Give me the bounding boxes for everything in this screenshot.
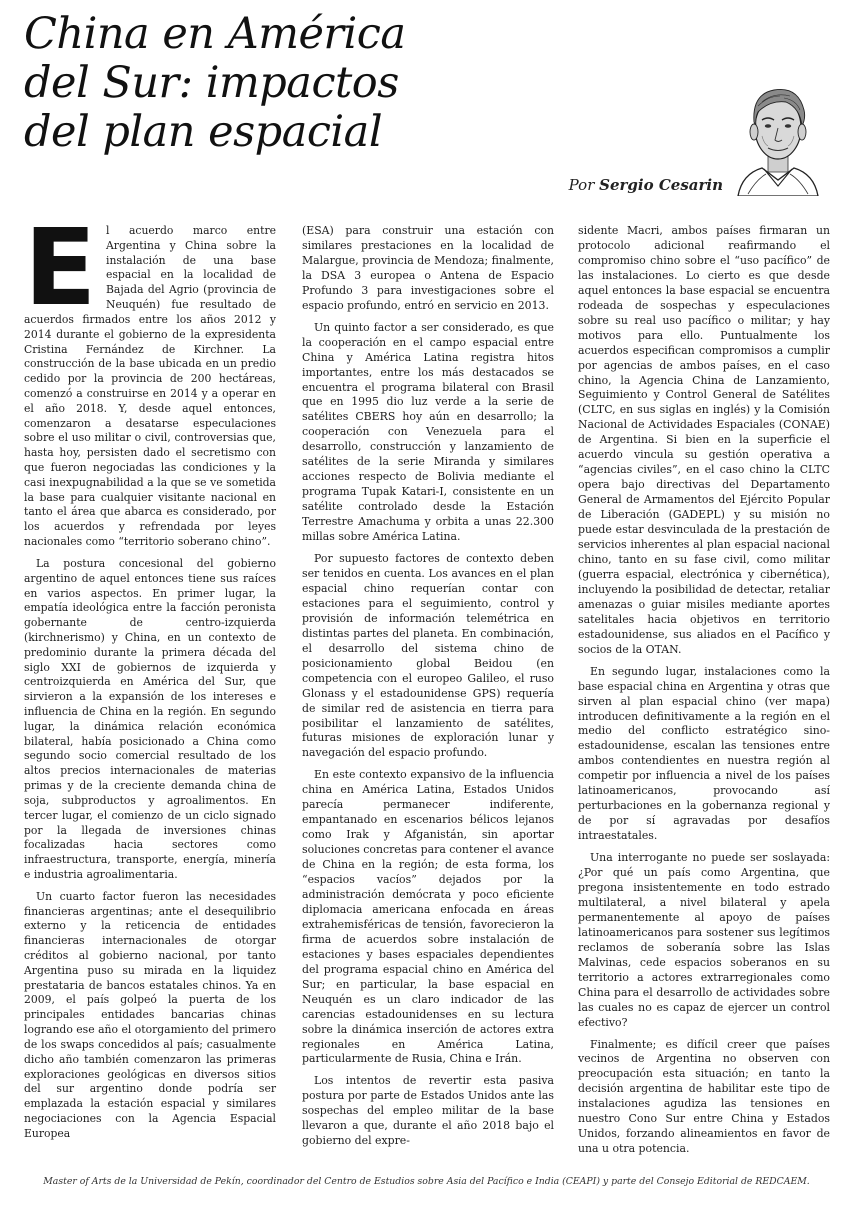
- paragraph: Una interrogante no puede ser soslayada: ¿Por qué un país como Argentina, que pregona insistentemente en todo estrado multilateral, a nivel bilateral y apela permanentemente al apoyo de países latinoamericanos para sostener sus legítimos reclamos de soberanía sobre las Islas Malvinas, cede espacios soberanos en su territorio a actores extrarregionales como China para el desarrollo de actividades sobre las cuales no es capaz de ejercer un control efectivo?: [578, 851, 830, 1029]
- title-line: China en América: [24, 9, 406, 59]
- paragraph: Por supuesto factores de contexto deben ser tenidos en cuenta. Los avances en el plan espacial chino requerían contar con estaciones para el seguimiento, control y provisión de información telemétrica en distintas partes del planeta. En combinación, el desarrollo del sistema chino de posicionamiento global Beidou (en competencia con el europeo Galileo, el ruso Glonass y el estadounidense GPS) requería de similar red de asistencia en tierra para posibilitar el lanzamiento de satélites, futuras misiones de exploración lunar y navegación del espacio profundo.: [302, 552, 554, 760]
- paragraph: [24, 224, 276, 550]
- byline-prefix: Por: [568, 176, 595, 194]
- article-column-1: [24, 224, 276, 1149]
- title-line: del Sur: impactos: [24, 58, 399, 108]
- paragraph: En segundo lugar, instalaciones como la base espacial china en Argentina y otras que sirven al plan espacial chino (ver mapa) introducen definitivamente a la región en el medio del conflicto estratégico sino-estadounidense, escalan las tensiones entre ambos contendientes en nuestra región al competir por influencia a nivel de los países latinoamericanos, provocando así perturbaciones en la gobernanza regional y de por sí agravadas por desafíos intraestatales.: [578, 664, 830, 843]
- article-column-2: [302, 224, 554, 1156]
- paragraph: (ESA) para construir una estación con similares prestaciones en la localidad de Malargue, provincia de Mendoza; finalmente, la DSA 3 europea o Antena de Espacio Profundo 3 para investigaciones sobre el espacio profundo, entró en servicio en 2013.: [302, 224, 554, 312]
- article-column-3: [578, 224, 830, 1164]
- paragraph: La postura concesional del gobierno argentino de aquel entonces tiene sus raíces en varios aspectos. En primer lugar, la empatía ideológica entre la facción peronista gobernante de centro-izquierda (kirchnerismo) y China, en un contexto de predominio durante la primera década del siglo XXI de gobiernos de izquierda y centroizquierda en América del Sur, que sirvieron a la expansión de los intereses e influencia de China en la región. En segundo lugar, la dinámica relación económica bilateral, había posicionado a China como segundo socio comercial resultado de los altos precios internacionales de materias primas y de la creciente demanda china de soja, subproductos y agroalimentos. En tercer lugar, el comienzo de un ciclo signado por la llegada de inversiones chinas focalizadas hacia sectores como infraestructura, transporte, energía, minería e industria agroalimentaria.: [24, 556, 276, 881]
- article-title: [24, 10, 584, 157]
- paragraph: Los intentos de revertir esta pasiva postura por parte de Estados Unidos ante las sospechas del empleo militar de la base llevaron a que, durante el año 2018 bajo el gobierno del expre-: [302, 1074, 554, 1148]
- author-name: Sergio Cesarin: [599, 176, 723, 194]
- paragraph-text: l acuerdo marco entre Argentina y China sobre la instalación de una base espacial en la localidad de Bajada del Agrio (provincia de Neuquén) fue resultado de acuerdos firmados entre los años 2012 y 2014 durante el gobierno de la expresidenta Cristina Fernández de Kirchner. La construcción de la base ubicada en un predio cedido por la provincia de 200 hectáreas, comenzó a construirse en 2014 y a operar en el año 2018. Y, desde aquel entonces, comenzaron a desatarse especulaciones sobre el uso militar o civil, controversias que, hasta hoy, persisten dado el secretismo con que fueron negociadas las condiciones y la casi inexpugnabilidad a la que se ve sometida la base para cualquier visitante nacional en tanto el área que abarca es considerado, por los acuerdos y refrendada por leyes nacionales como “territorio soberano chino”.: [24, 224, 276, 549]
- author-portrait: [728, 76, 828, 196]
- paragraph: Un quinto factor a ser considerado, es que la cooperación en el campo espacial entre China y América Latina registra hitos importantes, entre los más destacados se encuentra el programa bilateral con Brasil que en 1995 dio luz verde a la serie de satélites CBERS hoy aún en desarrollo; la cooperación con Venezuela para el desarrollo, construcción y lanzamiento de satélites de la serie Miranda y similares acciones respecto de Bolivia mediante el programa Tupak Katari-I, consistente en un satélite controlado desde la Estación Terrestre Amachuma y orbita a unas 22.300 millas sobre América Latina.: [302, 320, 554, 544]
- title-line: del plan espacial: [24, 107, 383, 157]
- byline: [480, 176, 723, 194]
- paragraph: sidente Macri, ambos países firmaran un protocolo adicional reafirmando el compromiso chino sobre el “uso pacífico” de las instalaciones. Lo cierto es que desde aquel entonces la base espacial se encuentra rodeada de sospechas y especulaciones sobre su real uso pacífico o militar; y hay motivos para ello. Puntualmente los acuerdos especifican compromisos a cumplir por agencias de ambos países, en el caso chino, la Agencia China de Lanzamiento, Seguimiento y Control General de Satélites (CLTC, en sus siglas en inglés) y la Comisión Nacional de Actividades Espaciales (CONAE) de Argentina. Si bien en la superficie el acuerdo vincula su gestión operativa a “agencias civiles”, en el caso chino la CLTC opera bajo directivas del Departamento General de Armamentos del Ejército Popular de Liberación (GADEPL) y su misión no puede estar desvinculada de la prestación de servicios inherentes al plan espacial nacional chino, tanto en su fase civil, como militar (guerra espacial, electrónica y cibernética), incluyendo la posibilidad de detectar, retaliar amenazas o guiar misiles mediante aportes satelitales hacia objetivos en territorio estadounidense, sus aliados en el Pacífico y socios de la OTAN.: [578, 224, 830, 656]
- author-note: Master of Arts de la Universidad de Pekín, coordinador del Centro de Estudios sobre Asia del Pacífico e India (CEAPI) y parte del Consejo Editorial de REDCAEM.: [43, 1176, 810, 1187]
- drop-cap: E: [24, 227, 97, 309]
- paragraph: Finalmente; es difícil creer que países vecinos de Argentina no observen con preocupación esta situación; en tanto la decisión argentina de habilitar este tipo de instalaciones agudiza las tensiones en nuestro Cono Sur entre China y Estados Unidos, forzando alineamientos en favor de una u otra potencia.: [578, 1037, 830, 1156]
- paragraph: Un cuarto factor fueron las necesidades financieras argentinas; ante el desequilibrio externo y la reticencia de entidades financieras internacionales de otorgar créditos al gobierno nacional, por tanto Argentina puso su mirada en la liquidez prestataria de bancos estatales chinos. Ya en 2009, el país golpeó la puerta de los principales entidades bancarias chinas logrando ese año el otorgamiento del primero de los swaps concedidos al país; casualmente dicho año también comenzaron las primeras exploraciones geológicas en diversos sitios del sur argentino donde podría ser emplazada la estación espacial y similares negociaciones con la Agencia Espacial Europea: [24, 889, 276, 1140]
- paragraph: En este contexto expansivo de la influencia china en América Latina, Estados Unidos parecía permanecer indiferente, empantanado en escenarios bélicos lejanos como Irak y Afganistán, sin aportar soluciones concretas para contener el avance de China en la región; de esta forma, los “espacios vacíos” dejados por la administración demócrata y poco eficiente diplomacia americana enfocada en áreas extrahemisféricas de tensión, favorecieron la firma de acuerdos sobre instalación de estaciones y bases espaciales dependientes del programa espacial chino en América del Sur; en particular, la base espacial en Neuquén es un claro indicador de las carencias estadounidenses en su lectura sobre la dinámica inserción de actores extra regionales en América Latina, particularmente de Rusia, China e Irán.: [302, 768, 554, 1066]
